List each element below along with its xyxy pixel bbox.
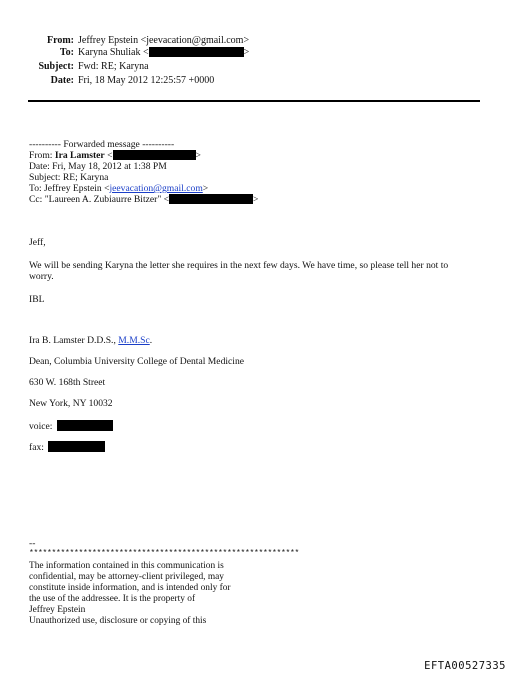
header-to-value: Karyna Shuliak < — [78, 47, 149, 58]
signature-name-suffix: . — [149, 335, 153, 346]
header-subject-row — [0, 60, 512, 73]
disclaimer-line: Jeffrey Epstein — [29, 605, 86, 615]
email-link[interactable]: jeevacation@gmail.com — [109, 183, 203, 194]
redaction-box — [169, 194, 253, 204]
header-subject-value: Fwd: RE; Karyna — [78, 61, 149, 72]
fax-label: fax: — [29, 442, 44, 453]
redaction-box — [113, 150, 196, 160]
forwarded-to-close: > — [202, 183, 209, 194]
disclaimer-line: confidential, may be attorney-client privileged, may — [29, 572, 224, 582]
signature-street: 630 W. 168th Street — [29, 377, 106, 388]
voice-label: voice: — [29, 421, 53, 432]
header-to-row — [0, 46, 512, 59]
forwarded-separator: ---------- Forwarded message ---------- — [29, 139, 175, 150]
forwarded-from-name: Ira Lamster — [54, 150, 105, 161]
header-to-label: To: — [59, 47, 74, 58]
forwarded-from-close: > — [195, 150, 201, 161]
disclaimer-line: Unauthorized use, disclosure or copying of this — [29, 616, 207, 626]
forwarded-to-prefix: To: Jeffrey Epstein < — [29, 183, 110, 194]
message-paragraph-line-2: worry. — [29, 271, 54, 282]
forwarded-date-line: Date: Fri, May 18, 2012 at 1:38 PM — [29, 161, 167, 172]
message-paragraph-line-1: We will be sending Karyna the letter she requires in the next few days. We have time, so please tell her not to — [29, 260, 449, 271]
header-date-value: Fri, 18 May 2012 12:25:57 +0000 — [78, 75, 215, 86]
disclaimer-line: The information contained in this communication is — [29, 561, 224, 571]
header-date-row — [0, 74, 512, 87]
forwarded-cc-close: > — [253, 194, 259, 205]
signature-name-line — [29, 335, 152, 347]
disclaimer-line: the use of the addressee. It is the property of — [29, 594, 196, 604]
degree-link[interactable]: M.M.Sc — [118, 335, 150, 346]
forwarded-cc-prefix: Cc: "Laureen A. Zubiaurre Bitzer" < — [29, 194, 170, 205]
signature-city: New York, NY 10032 — [29, 398, 113, 409]
message-initials: IBL — [29, 294, 45, 305]
header-to-close: > — [243, 47, 250, 58]
header-from-label: From: — [46, 35, 74, 46]
disclaimer-line: constitute inside information, and is intended only for — [29, 583, 231, 593]
signature-title: Dean, Columbia University College of Dental Medicine — [29, 356, 245, 367]
signature-voice-line — [29, 420, 113, 433]
header-subject-label: Subject: — [38, 61, 74, 72]
redaction-box — [149, 47, 244, 57]
forwarded-subject-line: Subject: RE; Karyna — [29, 172, 109, 183]
message-greeting: Jeff, — [29, 237, 46, 248]
footer-stars: ************************************************************ — [29, 549, 300, 558]
header-date-label: Date: — [50, 75, 74, 86]
forwarded-cc-line — [29, 194, 258, 205]
signature-name: Ira B. Lamster D.D.S., — [29, 335, 119, 346]
redaction-box — [57, 420, 113, 431]
redaction-box — [48, 441, 105, 452]
header-from-value: Jeffrey Epstein <jeevacation@gmail.com> — [78, 35, 250, 46]
forwarded-to-line — [29, 183, 208, 194]
forwarded-from-prefix: From: — [29, 150, 55, 161]
forwarded-from-open: < — [104, 150, 113, 161]
footer-dashes: -- — [29, 538, 36, 549]
header-divider — [28, 100, 480, 102]
forwarded-from-line — [29, 150, 201, 161]
bates-number: EFTA00527335 — [424, 660, 506, 672]
signature-fax-line — [29, 441, 105, 454]
header-to-value-wrap — [78, 46, 249, 59]
